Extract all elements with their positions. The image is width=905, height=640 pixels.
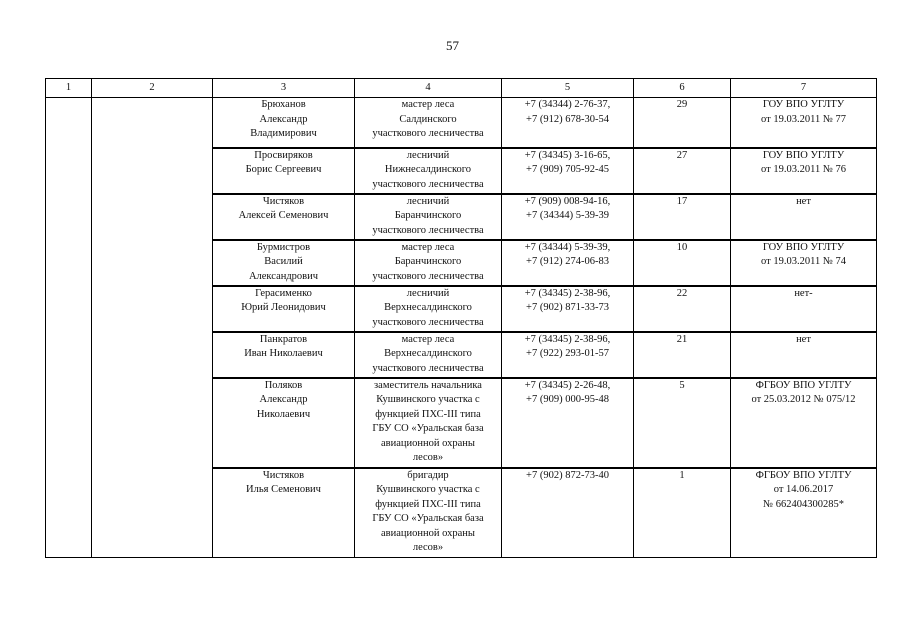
education-cell: ФГБОУ ВПО УГЛТУ от 25.03.2012 № 075/12 [731, 378, 877, 468]
position-cell: мастер леса Верхнесалдинского участкового лесничества [355, 332, 502, 378]
experience-cell: 22 [634, 286, 731, 332]
education-cell: ГОУ ВПО УГЛТУ от 19.03.2011 № 77 [731, 98, 877, 148]
experience-cell: 29 [634, 98, 731, 148]
name-cell: Чистяков Илья Семенович [213, 468, 355, 558]
phone-cell: +7 (909) 008-94-16, +7 (34344) 5-39-39 [502, 194, 634, 240]
position-cell: заместитель начальника Кушвинского участка с функцией ПХС-III типа ГБУ СО «Уральская база авиационной охраны лесов» [355, 378, 502, 468]
name-cell: Бурмистров Василий Александрович [213, 240, 355, 286]
region-cell [46, 98, 92, 558]
experience-cell: 1 [634, 468, 731, 558]
page-number: 57 [446, 38, 459, 53]
education-cell: ГОУ ВПО УГЛТУ от 19.03.2011 № 74 [731, 240, 877, 286]
column-header-4: 4 [355, 79, 502, 98]
staff-table [45, 78, 877, 558]
education-cell: нет [731, 332, 877, 378]
column-header-5: 5 [502, 79, 634, 98]
column-header-2: 2 [92, 79, 213, 98]
column-header-1: 1 [46, 79, 92, 98]
name-cell: Просвиряков Борис Сергеевич [213, 148, 355, 194]
phone-cell: +7 (34345) 2-26-48, +7 (909) 000-95-48 [502, 378, 634, 468]
column-header-6: 6 [634, 79, 731, 98]
education-cell: ФГБОУ ВПО УГЛТУ от 14.06.2017 № 662404300285* [731, 468, 877, 558]
phone-cell: +7 (34344) 2-76-37, +7 (912) 678-30-54 [502, 98, 634, 148]
experience-cell: 27 [634, 148, 731, 194]
column-header-7: 7 [731, 79, 877, 98]
phone-cell: +7 (34345) 2-38-96, +7 (902) 871-33-73 [502, 286, 634, 332]
district-cell [92, 98, 213, 558]
experience-cell: 10 [634, 240, 731, 286]
column-header-3: 3 [213, 79, 355, 98]
position-cell: мастер леса Баранчинского участкового лесничества [355, 240, 502, 286]
experience-cell: 21 [634, 332, 731, 378]
position-cell: мастер леса Салдинского участкового лесничества [355, 98, 502, 148]
table-row [46, 98, 877, 148]
name-cell: Панкратов Иван Николаевич [213, 332, 355, 378]
phone-cell: +7 (34345) 3-16-65, +7 (909) 705-92-45 [502, 148, 634, 194]
position-cell: лесничий Нижнесалдинского участкового лесничества [355, 148, 502, 194]
name-cell: Герасименко Юрий Леонидович [213, 286, 355, 332]
experience-cell: 17 [634, 194, 731, 240]
education-cell: ГОУ ВПО УГЛТУ от 19.03.2011 № 76 [731, 148, 877, 194]
experience-cell: 5 [634, 378, 731, 468]
name-cell: Брюханов Александр Владимирович [213, 98, 355, 148]
name-cell: Поляков Александр Николаевич [213, 378, 355, 468]
table-header-row [46, 79, 877, 98]
education-cell: нет- [731, 286, 877, 332]
name-cell: Чистяков Алексей Семенович [213, 194, 355, 240]
phone-cell: +7 (34345) 2-38-96, +7 (922) 293-01-57 [502, 332, 634, 378]
phone-cell: +7 (34344) 5-39-39, +7 (912) 274-06-83 [502, 240, 634, 286]
position-cell: бригадир Кушвинского участка с функцией ПХС-III типа ГБУ СО «Уральская база авиационной охраны лесов» [355, 468, 502, 558]
position-cell: лесничий Баранчинского участкового лесничества [355, 194, 502, 240]
education-cell: нет [731, 194, 877, 240]
position-cell: лесничий Верхнесалдинского участкового лесничества [355, 286, 502, 332]
phone-cell: +7 (902) 872-73-40 [502, 468, 634, 558]
